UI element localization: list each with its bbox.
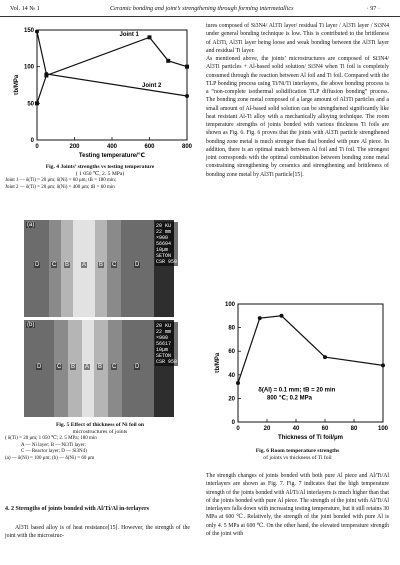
fig5a-label-a: A bbox=[82, 262, 87, 268]
fig5-note2: A — Ni layer; B — Ni3Ti layer; bbox=[21, 442, 86, 448]
fig6-annotation-1: δ(Al) = 0.1 mm; tB = 20 min bbox=[258, 387, 336, 394]
data-point bbox=[35, 29, 39, 33]
series-line bbox=[37, 31, 187, 96]
series-label: Joint 2 bbox=[142, 83, 162, 90]
fig5-note3: C — Reactor layer; D — Si3N4) bbox=[21, 449, 87, 455]
fig4-caption-block bbox=[5, 164, 195, 191]
fig5b-scale-info: 20 KU 22 mm ×900 56617 10μm SETON CSR 950 bbox=[156, 323, 178, 365]
series-line bbox=[37, 37, 187, 103]
fig6-annotation-2: 800 ℃; 0.2 MPa bbox=[267, 395, 312, 402]
fig5-note1: ( δ(Ti) = 20 μm; 1 050 ℃; 2. 5 MPa; 180 min bbox=[5, 436, 97, 442]
fig5a-label-d2: D bbox=[135, 262, 140, 268]
plot-frame bbox=[238, 304, 383, 422]
data-point bbox=[236, 381, 240, 385]
plot-frame bbox=[37, 30, 187, 140]
fig6-caption: Fig. 6 Room temperature strengths bbox=[255, 448, 340, 454]
fig5-micrograph-a bbox=[24, 220, 178, 317]
page-number: · 97 · bbox=[366, 5, 380, 12]
series-label: Joint 1 bbox=[119, 31, 139, 38]
fig5-caption-block bbox=[5, 422, 195, 462]
fig5-micrograph-b bbox=[24, 320, 178, 417]
fig4-note-joint2: Joint 2 — δ(Ti) = 20 μm; δ(Ni) = 400 μm; tB = 60 min bbox=[5, 184, 115, 190]
data-point bbox=[185, 94, 189, 98]
fig5a-scale-info: 20 KU 22 mm ×900 56604 10μm SETON CSR 950 bbox=[156, 223, 178, 265]
y-tick-label: 100 bbox=[23, 64, 34, 71]
y-axis-label: τb/MPa bbox=[14, 74, 20, 96]
right-column-bottom-text: The strength changes of joints bonded with both pure Al piece and Al/Ti/Al interlayers are shown as Fig. 7. Fig. 7 indicates that the high temperature strength of the joints bonded with Al/Ti/Al interlayers is much higher than that of the joints bonded with pure Al piece. The strength of the joint with Al/Ti/Al interlayers falls down with increasing testing temperature, but it still retains 30 MPa at 600 ℃. Relatively, the strength of the joint bonded with pure Al is only 4. 5 MPa at 600 ℃. On the other hand, the elevated temperature strength of the joint with bbox=[206, 473, 389, 537]
data-point bbox=[280, 314, 284, 318]
data-point bbox=[381, 363, 385, 367]
y-tick-label: 100 bbox=[224, 302, 235, 308]
fig5a-label-c2: C bbox=[112, 262, 117, 268]
data-point bbox=[44, 72, 48, 76]
data-point bbox=[148, 35, 152, 39]
fig5b-label-a: A bbox=[85, 364, 90, 370]
fig5-caption-line2: microstructures of joints bbox=[72, 429, 128, 436]
y-tick-label: 50 bbox=[27, 101, 34, 108]
fig5b-label-c2: C bbox=[112, 364, 117, 370]
y-tick-label: 40 bbox=[228, 372, 235, 379]
x-tick-label: 400 bbox=[106, 144, 118, 150]
fig4-note-joint1: Joint 1 — δ(Ti) = 20 μm; δ(Ni) = 60 μm; tB = 180 min; bbox=[5, 178, 117, 184]
y-tick-label: 80 bbox=[228, 325, 235, 332]
fig5b-label-d: D bbox=[37, 364, 42, 370]
fig5a-label-c: C bbox=[52, 262, 57, 268]
running-header bbox=[0, 0, 400, 17]
data-point bbox=[166, 59, 170, 63]
fig6-caption-block bbox=[206, 448, 389, 462]
fig5b-label-c: C bbox=[57, 364, 62, 370]
running-title: Ceramic bonding and joint’s strengthening through forming intermetallics bbox=[110, 5, 294, 12]
fig5-note4: (a) — δ(Ni) = 100 μm; (b) — δ(Ni) = 60 μm bbox=[5, 455, 95, 461]
x-tick-label: 600 bbox=[144, 144, 155, 150]
y-axis-label: τb/MPa bbox=[215, 352, 221, 374]
fig5-caption: Fig. 5 Effect of thickness of Ni foil on bbox=[55, 422, 145, 428]
fig4-caption-conditions: ( 1 050 ℃, 2. 5 MPa) bbox=[75, 171, 125, 178]
y-tick-label: 60 bbox=[228, 349, 235, 356]
x-tick-label: 60 bbox=[321, 426, 329, 432]
x-tick-label: 40 bbox=[292, 426, 300, 432]
fig5b-label-b: B bbox=[71, 364, 76, 370]
fig4-caption: Fig. 4 Joints’ strengths vs testing temperature bbox=[45, 164, 155, 170]
data-point bbox=[185, 65, 189, 69]
fig5a-label-b2: B bbox=[99, 262, 104, 268]
x-tick-label: 800 bbox=[181, 144, 193, 150]
y-tick-label: 150 bbox=[23, 28, 34, 34]
y-tick-label: 0 bbox=[30, 138, 34, 144]
fig5b-label-b2: B bbox=[98, 364, 103, 370]
data-point bbox=[323, 355, 327, 359]
x-axis-label: Testing temperature/℃ bbox=[78, 153, 146, 159]
fig4-chart bbox=[5, 22, 195, 162]
fig5a-label-b: B bbox=[65, 262, 70, 268]
series-line bbox=[238, 316, 383, 383]
x-tick-label: 0 bbox=[236, 426, 240, 432]
fig5a-panel-label: (a) bbox=[27, 222, 35, 228]
x-axis-label: Thickness of Ti foil/μm bbox=[278, 435, 343, 441]
data-point bbox=[35, 101, 39, 105]
x-tick-label: 80 bbox=[350, 426, 358, 432]
y-tick-label: 0 bbox=[231, 420, 235, 426]
fig5a-label-d: D bbox=[35, 262, 40, 268]
x-tick-label: 0 bbox=[35, 144, 39, 150]
x-tick-label: 100 bbox=[377, 426, 389, 432]
x-tick-label: 200 bbox=[69, 144, 80, 150]
section-4-2-heading: 4. 2 Strengths of joints bonded with Al/Ti/Al in-terlayers bbox=[5, 506, 149, 512]
fig5b-label-d2: D bbox=[135, 364, 140, 370]
fig6-chart bbox=[206, 298, 391, 448]
x-tick-label: 20 bbox=[263, 426, 271, 432]
right-column-top-text: tures composed of Si3N4/ Al3Ti layer/ residual Ti layer / Al3Ti layer / Si3N4 under general bonding technique is low. This is contributed to the brittleness of Al3Ti, Al3Ti layer being loose and weak bonding between the Al3Ti layer and residual Ti layer. As mentioned above, the joints’ microstructures are composed of Si3N4/ Al3Ti particles + Al-based solid solution/ Si3N4 when Ti foil is completely consumed through the reaction between Al foil and Ti foil. Compared with the TLP bonding process using Ti/Ni/Ti interlayers, the above bonding process is a “non-complete isothermal solidification TLP diffusion bonding” process. The bonding zone metal composed of a large amount of Al3Ti particles and a small amount of Al-based solid solution can be strengthened significantly like heat resistant Al-Ti alloy with a mechanically alloying technique. The room temperature strengths of joints bonded with various thickness Ti foils are shown as Fig. 6. Fig. 6 proves that the joints with Al3Ti particle strengthened bonding zone metal is much stronger than that bonded with pure Al piece. In addition, there is an optimal match between Al foil and Ti foil. The strongest joint corresponds with the optimal combination between bonding zone metal constraining strengthening by ceramics and strengthening and brittleness of bonding zone metal by Al3Ti particle[15]. bbox=[206, 23, 389, 178]
fig6-caption-line2: of joints vs thickness of Ti foil bbox=[263, 455, 332, 462]
y-tick-label: 20 bbox=[228, 396, 235, 403]
data-point bbox=[258, 316, 262, 320]
volume-number: Vol. 14 № 1 bbox=[10, 5, 40, 12]
section-4-2-body: Al3Ti based alloy is of heat resistance[15]. However, the strength of the joint with the microstruc- bbox=[5, 525, 190, 540]
fig5b-panel-label: (b) bbox=[27, 322, 35, 328]
